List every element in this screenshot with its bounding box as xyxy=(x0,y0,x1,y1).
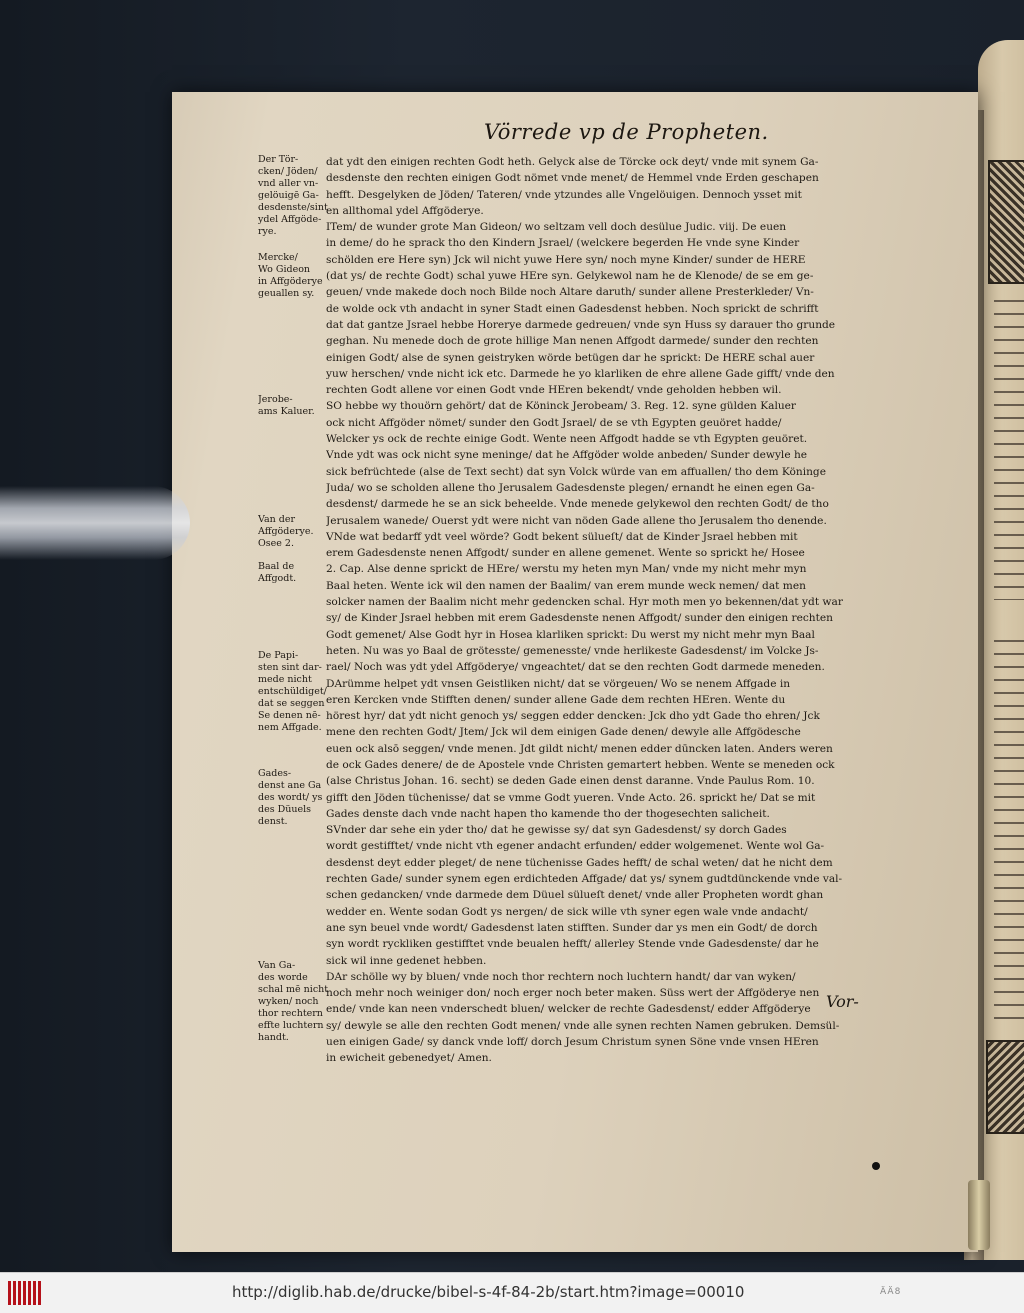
text-line: ane syn beuel vnde wordt/ Gadesdenst laten stifften. Sunder dar ys men ein Godt/ de dorch xyxy=(326,921,818,934)
margin-note-line: denst. xyxy=(258,816,288,827)
text-line: 2. Cap. Alse denne sprickt de HEre/ werstu my heten myn Man/ vnde my nicht mehr myn xyxy=(326,563,807,576)
text-line: geuen/ vnde makede doch noch Bilde noch Altare daruth/ sunder allene Presterkleder/ Vn- xyxy=(326,286,814,299)
margin-note-line: geuallen sy. xyxy=(258,288,315,299)
margin-note-line: nem Affgade. xyxy=(258,722,322,733)
text-line: schen gedancken/ vnde darmede dem Düuel sülueſt denet/ vnde aller Propheten wordt ghan xyxy=(326,889,824,902)
text-line: euen ock alsō seggen/ vnde menen. Jdt gildt nicht/ menen edder dūncken laten. Anders weren xyxy=(326,742,833,755)
margin-note-line: effte luchtern xyxy=(258,1020,324,1031)
text-line: desdenst deyt edder pleget/ de nene tüchenisse Gades hefft/ de schal weten/ dat he nicht dem xyxy=(326,856,833,869)
margin-note xyxy=(258,960,328,1044)
text-line: Juda/ wo se scholden allene tho Jerusalem Gadesdenste plegen/ ernandt he einen egen Ga- xyxy=(326,481,815,494)
text-line: VNde wat bedarff ydt veel wörde? Godt bekent sülueſt/ dat de Kinder Jsrael hebben mit xyxy=(326,530,798,543)
viewer-footer-bar xyxy=(0,1272,1024,1313)
text-line: eren Kercken vnde Stifften denen/ sunder allene Gade dem rechten HEren. Wente du xyxy=(326,693,786,706)
text-line: wedder en. Wente sodan Godt ys nergen/ de sick wille vth syner egen wale vnde andacht/ xyxy=(326,905,808,918)
text-line: desdenste den rechten einigen Godt nömet vnde menet/ de Hemmel vnde Erden geschapen xyxy=(326,172,819,185)
margin-note-line: Der Tör- xyxy=(258,154,299,165)
text-line: hefft. Desgelyken de Jöden/ Tateren/ vnde ytzundes alle Vngelöuigen. Dennoch ysset mit xyxy=(326,188,802,201)
text-line: Vnde ydt was ock nicht syne meninge/ dat he Affgöder wolde anbeden/ Sunder dewyle he xyxy=(326,449,808,462)
text-line: mene den rechten Godt/ Jtem/ Jck wil dem einigen Gade denen/ dewyle alle Affgödesche xyxy=(326,726,801,739)
margin-note-line: Baal de xyxy=(258,561,295,572)
margin-note-line: in Affgöderye xyxy=(258,276,323,287)
text-line: ock nicht Affgöder nömet/ sunder den Godt Jsrael/ de se vth Egypten geuöret hadde/ xyxy=(326,416,782,429)
text-line: Gades denste dach vnde nacht hapen tho kamende tho der thogesechten salicheit. xyxy=(326,807,770,820)
text-line: de ock Gades denere/ de de Apostele vnde Christen gemartert hebben. Wente se meneden ock xyxy=(326,758,835,771)
binding-strap xyxy=(0,486,190,560)
margin-note-line: Se denen nē- xyxy=(258,710,321,721)
margin-note-line: des Düuels xyxy=(258,804,311,815)
margin-note xyxy=(258,252,328,300)
page-code: ÄÄ8 xyxy=(880,1287,902,1297)
margin-note-line: desdenste/sint xyxy=(258,202,328,213)
margin-note-line: Affgodt. xyxy=(258,573,297,584)
text-line: hörest hyr/ dat ydt nicht genoch ys/ seggen edder dencken: Jck dho ydt Gade tho ehren/ Jck xyxy=(326,710,820,723)
text-line: erem Gadesdenste nenen Affgodt/ sunder en allene gemenet. Wente so sprickt he/ Hosee xyxy=(326,547,805,560)
margin-note-line: des wordt/ ys xyxy=(258,792,323,803)
text-line: Jerusalem wanede/ Ouerst ydt were nicht van nöden Gade allene tho Jerusalem tho denende. xyxy=(326,514,827,527)
margin-note-line: wyken/ noch xyxy=(258,996,319,1007)
text-line: SVnder dar sehe ein yder tho/ dat he gewisse sy/ dat syn Gadesdenst/ sy dorch Gades xyxy=(326,824,787,837)
margin-note-line: De Papi- xyxy=(258,650,299,661)
text-line: SO hebbe wy thouörn gehört/ dat de Köninck Jerobeam/ 3. Reg. 12. syne gülden Kaluer xyxy=(326,400,796,413)
margin-note-line: handt. xyxy=(258,1032,289,1043)
margin-note-line: entschüldiget/ xyxy=(258,686,327,697)
text-line: DAr schölle wy by bluen/ vnde noch thor rechtern noch luchtern handt/ dar van wyken/ xyxy=(326,970,796,983)
margin-note-line: vnd aller vn- xyxy=(258,178,319,189)
text-line: sick wil inne gedenet hebben. xyxy=(326,954,487,967)
margin-note xyxy=(258,561,328,585)
margin-note xyxy=(258,514,328,550)
margin-note-line: rye. xyxy=(258,226,277,237)
margin-note-line: schal mē nicht xyxy=(258,984,328,995)
facing-page-text xyxy=(994,300,1024,600)
text-line: Godt gemenet/ Alse Godt hyr in Hosea klarliken sprickt: Du werst my nicht mehr myn Baal xyxy=(326,628,815,641)
page-header: Vörrede vp de Propheten. xyxy=(484,120,769,144)
margin-note-line: gelöuigē Ga- xyxy=(258,190,319,201)
margin-note xyxy=(258,650,328,734)
text-line: (dat ys/ de rechte Godt) schal yuwe HEre syn. Gelykewol nam he de Klenode/ de se em ge- xyxy=(326,270,814,283)
text-line: (alse Christus Johan. 16. secht) se deden Gade einen denst daranne. Vnde Paulus Rom. 10. xyxy=(326,775,815,788)
text-line: schölden ere Here syn) Jck wil nicht yuwe Here syn/ noch myne Kinder/ sunder de HERE xyxy=(326,253,806,266)
ornamental-initial xyxy=(988,160,1024,284)
library-logo-icon[interactable] xyxy=(8,1281,42,1305)
text-line: sy/ dewyle se alle den rechten Godt menen/ vnde alle synen rechten Namen gebruken. Demsül- xyxy=(326,1019,840,1032)
text-line: dat ydt den einigen rechten Godt heth. Gelyck alse de Törcke ock deyt/ vnde mit synem Ga- xyxy=(326,156,819,168)
text-line: uen einigen Gade/ sy danck vnde loff/ dorch Jesum Christum synen Söne vnde vnsen HEren xyxy=(326,1036,819,1049)
text-line: in deme/ do he sprack tho den Kindern Jsrael/ (welckere begerden He vnde syne Kinder xyxy=(326,237,800,250)
text-line: rechten Godt allene vor einen Godt vnde HEren bekendt/ vnde geholden hebben wil. xyxy=(326,384,782,397)
facing-page-edge xyxy=(978,40,1024,1260)
text-line: syn wordt ryckliken gestifftet vnde beualen hefft/ allerley Stende vnde Gadesdenste/ dar he xyxy=(326,938,819,951)
text-line: gifft den Jöden tüchenisse/ dat se vmme Godt yueren. Vnde Acto. 26. sprickt he/ Dat se mit xyxy=(326,791,816,804)
body-text xyxy=(326,154,874,1067)
margin-note-line: ams Kaluer. xyxy=(258,406,315,417)
text-line: geghan. Nu menede doch de grote hillige Man nenen Affgodt darmede/ sunder den rechten xyxy=(326,335,819,348)
margin-note-line: sten sint dar- xyxy=(258,662,322,673)
margin-note-line: Osee 2. xyxy=(258,538,294,549)
margin-note-line: Wo Gideon xyxy=(258,264,311,275)
text-line: wordt gestifftet/ vnde nicht vth egener andacht erfunden/ edder wolgemenet. Wente wol Ga- xyxy=(326,840,825,853)
text-line: sick befrüchtede (alse de Text secht) dat syn Volck würde van em affuallen/ tho dem Köninge xyxy=(326,465,826,478)
text-line: rechten Gade/ sunder synem egen erdichteden Affgade/ dat ys/ synem gudtdünckende vnde val- xyxy=(326,873,843,886)
text-line: yuw herschen/ vnde nicht ick etc. Darmede he yo klarliken de ehre allene Gade gifft/ vnde den xyxy=(326,367,835,380)
margin-note-line: Gades- xyxy=(258,768,292,779)
text-line: einigen Godt/ alse de synen geistryken wörde betügen dar he sprickt: De HERE schal auer xyxy=(326,351,815,364)
text-line: rael/ Noch was ydt ydel Affgöderye/ vngeachtet/ dat se den rechten Godt darmede meneden. xyxy=(326,661,825,674)
text-line: heten. Nu was yo Baal de grötesste/ gemenesste/ vnde herlikeste Gadesdenst/ im Volcke Js- xyxy=(326,644,819,657)
ornamental-initial-lower xyxy=(986,1040,1024,1134)
margin-note-line: ydel Affgöde- xyxy=(258,214,322,225)
margin-note-line: thor rechtern xyxy=(258,1008,323,1019)
text-line: en allthomal ydel Affgöderye. xyxy=(326,204,484,217)
text-line: desdenst/ darmede he se an sick beheelde. Vnde menede gelykewol den rechten Godt/ de tho xyxy=(326,498,829,511)
margin-note-line: des worde xyxy=(258,972,308,983)
text-line: solcker namen der Baalim nicht mehr gedencken schal. Hyr moth men yo bekennen/dat ydt war xyxy=(326,596,843,609)
text-line: in ewicheit gebenedyet/ Amen. xyxy=(326,1052,492,1065)
ink-spot xyxy=(872,1162,880,1170)
margin-note xyxy=(258,768,328,828)
text-line: DArümme helpet ydt vnsen Geistliken nicht/ dat se vörgeuen/ Wo se nenem Affgade in xyxy=(326,677,791,690)
text-line: noch mehr noch weiniger don/ noch erger noch beter maken. Süss wert der Affgöderye nen xyxy=(326,987,820,1000)
clasp xyxy=(968,1180,990,1250)
text-line: dat dat gantze Jsrael hebbe Horerye darmede gedreuen/ vnde syn Huss sy darauer tho grunde xyxy=(326,318,836,331)
facing-page-text-lower xyxy=(994,640,1024,1020)
text-line: de wolde ock vth andacht in syner Stadt einen Gadesdenst hebben. Noch sprickt de schrifft xyxy=(326,302,819,315)
margin-note-line: Van der xyxy=(258,514,296,525)
margin-note xyxy=(258,154,328,238)
margin-note-line: cken/ Jöden/ xyxy=(258,166,318,177)
margin-note-line: Jerobe- xyxy=(258,394,293,405)
text-line: Baal heten. Wente ick wil den namen der Baalim/ van erem munde weck nemen/ dat men xyxy=(326,579,806,592)
text-line: ende/ vnde kan neen vnderschedt bluen/ welcker de rechte Gadesdenst/ edder Affgöderye xyxy=(326,1003,811,1016)
text-line: ITem/ de wunder grote Man Gideon/ wo seltzam vell doch desülue Judic. viij. De euen xyxy=(326,221,787,234)
text-line: sy/ de Kinder Jsrael hebben mit erem Gadesdenste nenen Affgodt/ sunder den einigen rechten xyxy=(326,612,833,625)
margin-note-line: Mercke/ xyxy=(258,252,298,263)
margin-note-line: mede nicht xyxy=(258,674,312,685)
margin-note xyxy=(258,394,328,418)
margin-note-line: Van Ga- xyxy=(258,960,296,971)
text-line: Welcker ys ock de rechte einige Godt. Wente neen Affgodt hadde se vth Egypten geuöret. xyxy=(326,433,808,446)
catchword: Vor- xyxy=(826,992,859,1011)
page-url-link[interactable]: http://diglib.hab.de/drucke/bibel-s-4f-84-2b/start.htm?image=00010 xyxy=(232,1283,745,1301)
margin-note-line: denst ane Ga xyxy=(258,780,322,791)
margin-note-line: Affgöderye. xyxy=(258,526,314,537)
margin-note-line: dat se seggen xyxy=(258,698,325,709)
